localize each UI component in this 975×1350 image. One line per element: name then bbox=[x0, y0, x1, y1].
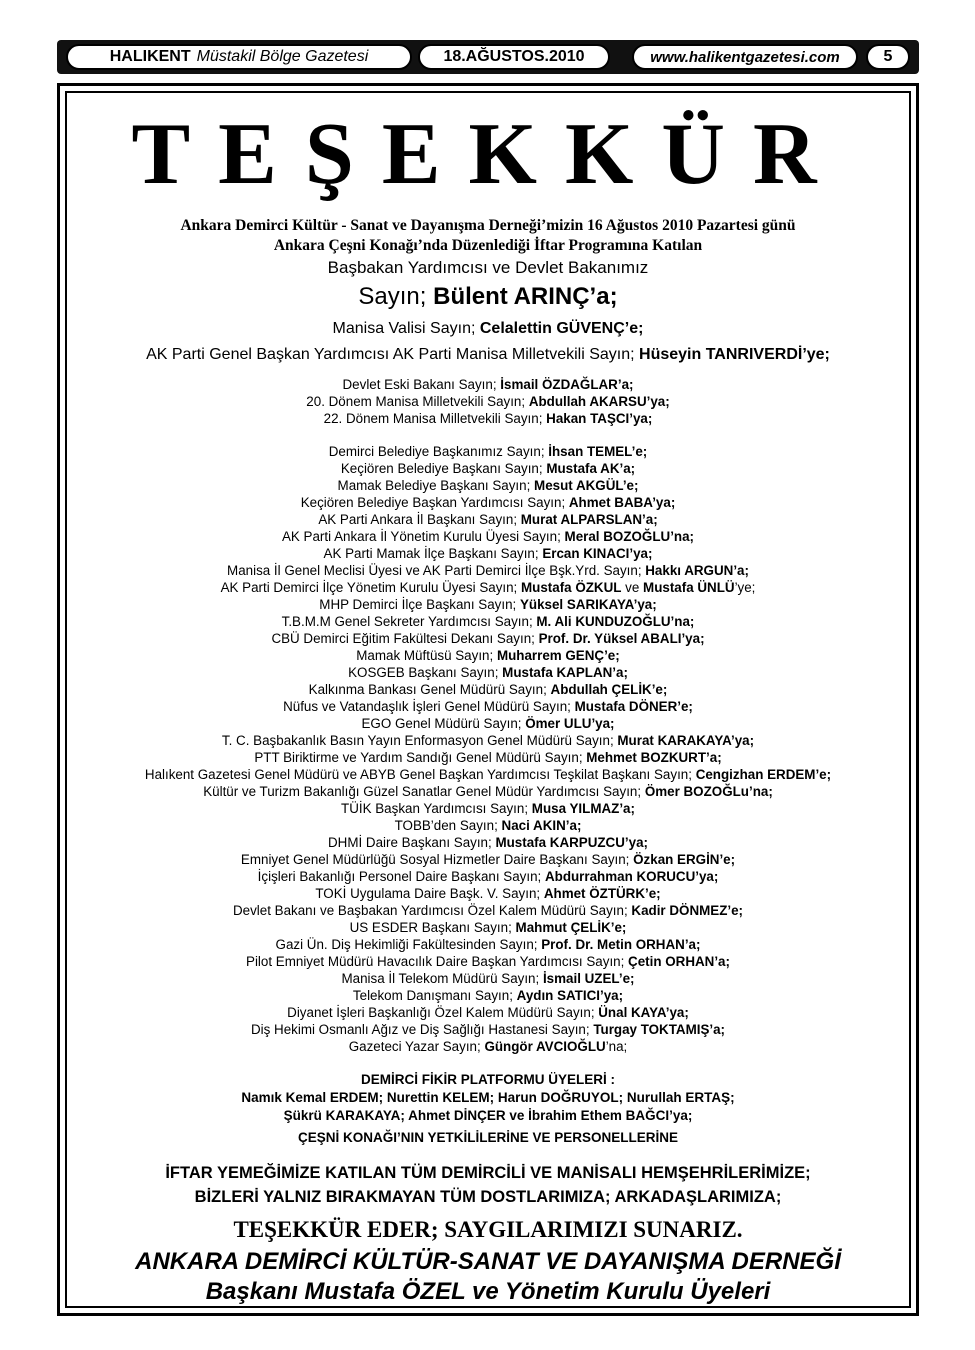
group-one-list bbox=[68, 376, 908, 427]
person-name: M. Ali KUNDUZOĞLU’na; bbox=[536, 614, 695, 629]
thanks-list-item bbox=[68, 868, 908, 885]
person-title: EGO Genel Müdürü Sayın; bbox=[361, 716, 526, 731]
thanks-list-item bbox=[68, 477, 908, 494]
person-name: Mustafa AK’a; bbox=[546, 461, 636, 476]
minister-prefix: Sayın; bbox=[358, 283, 434, 310]
person-name: Muharrem GENÇ’e; bbox=[496, 648, 620, 663]
thanks-line: TEŞEKKÜR EDER; SAYGILARIMIZI SUNARIZ. bbox=[233, 1217, 743, 1242]
person-title: CBÜ Demirci Eğitim Fakültesi Dekanı Sayın; bbox=[271, 631, 539, 646]
thanks-list-item bbox=[68, 817, 908, 834]
person-title: ’na; bbox=[605, 1039, 628, 1054]
person-name: Murat ALPARSLAN’a; bbox=[520, 512, 658, 527]
thanks-list-item bbox=[68, 732, 908, 749]
thanks-list-item bbox=[68, 528, 908, 545]
person-name: Murat KARAKAYA’ya; bbox=[617, 733, 755, 748]
minister-name: Bülent ARINÇ’a; bbox=[433, 283, 618, 310]
thanks-list-item bbox=[68, 1004, 908, 1021]
person-title: Devlet Bakanı ve Başbakan Yardımcısı Özel Kalem Müdürü Sayın; bbox=[232, 903, 632, 918]
person-title: 22. Dönem Manisa Milletvekili Sayın; bbox=[323, 411, 547, 426]
intro-line: Ankara Demirci Kültür - Sanat ve Dayanışma Derneği’mizin 16 Ağustos 2010 Pazartesi günü bbox=[180, 217, 796, 234]
page-title: TEŞEKKÜR bbox=[131, 106, 845, 203]
person-title: Diş Hekimi Osmanlı Ağız ve Diş Sağlığı Hastanesi Sayın; bbox=[250, 1022, 594, 1037]
thanks-list-item bbox=[68, 987, 908, 1004]
person-title: Mamak Belediye Başkanı Sayın; bbox=[337, 478, 535, 493]
person-title: Kültür ve Turizm Bakanlığı Güzel Sanatlar Genel Müdür Yardımcısı Sayın; bbox=[203, 784, 645, 799]
person-name: Mahmut ÇELİK’e; bbox=[515, 920, 627, 935]
thanks-list-item bbox=[68, 545, 908, 562]
person-title: İçişleri Bakanlığı Personel Daire Başkanı Sayın; bbox=[257, 869, 545, 884]
person-name: Hakkı ARGUN’a; bbox=[645, 563, 749, 578]
issue-date: 18.AĞUSTOS.2010 bbox=[418, 44, 610, 70]
person-title: AK Parti Mamak İlçe Başkanı Sayın; bbox=[323, 546, 543, 561]
person-title: KOSGEB Başkanı Sayın; bbox=[348, 665, 503, 680]
person-name: Mustafa KAPLAN’a; bbox=[502, 665, 628, 680]
person-title: T. C. Başbakanlık Basın Yayın Enformasyon Genel Müdürü Sayın; bbox=[221, 733, 618, 748]
person-name: İsmail ÖZDAĞLAR’a; bbox=[500, 377, 634, 392]
thanks-list-item bbox=[68, 494, 908, 511]
person-title: ve bbox=[621, 580, 644, 595]
person-name: Ünal KAYA’ya; bbox=[598, 1005, 689, 1020]
person-title: AK Parti Ankara İl Yönetim Kurulu Üyesi Sayın; bbox=[281, 529, 565, 544]
thanks-list-item bbox=[68, 1038, 908, 1055]
thanks-list-item bbox=[68, 936, 908, 953]
announcement-body bbox=[68, 216, 908, 1307]
person-name: İhsan TEMEL’e; bbox=[548, 444, 648, 459]
person-name: Hakan TAŞCI’ya; bbox=[546, 411, 653, 426]
signature-line: ANKARA DEMİRCİ KÜLTÜR-SANAT VE DAYANIŞMA DERNEĞİ bbox=[135, 1248, 841, 1275]
person-name: Mehmet BOZKURT’a; bbox=[586, 750, 722, 765]
website[interactable]: www.halikentgazetesi.com bbox=[632, 44, 858, 70]
person-name: Mustafa ÖZKUL bbox=[521, 580, 622, 595]
person-title: TOBB’den Sayın; bbox=[394, 818, 502, 833]
person-name: Ahmet BABA’ya; bbox=[568, 495, 676, 510]
thanks-list-item bbox=[68, 376, 908, 393]
person-name: Kadir DÖNMEZ’e; bbox=[631, 903, 744, 918]
thanks-list-item bbox=[68, 783, 908, 800]
person-title: Kalkınma Bankası Genel Müdürü Sayın; bbox=[308, 682, 551, 697]
platform-heading: DEMİRCİ FİKİR PLATFORMU ÜYELERİ : bbox=[361, 1072, 615, 1087]
person-name: Musa YILMAZ’a; bbox=[531, 801, 635, 816]
person-title: Diyanet İşleri Başkanlığı Özel Kalem Müdürü Sayın; bbox=[287, 1005, 599, 1020]
thanks-list-item bbox=[68, 630, 908, 647]
thanks-list-item bbox=[68, 410, 908, 427]
person-title: Demirci Belediye Başkanımız Sayın; bbox=[328, 444, 549, 459]
person-title: Devlet Eski Bakanı Sayın; bbox=[342, 377, 501, 392]
deputy-prefix: AK Parti Genel Başkan Yardımcısı AK Parti Manisa Milletvekili Sayın; bbox=[146, 346, 640, 363]
person-title: Mamak Müftüsü Sayın; bbox=[356, 648, 497, 663]
person-name: Özkan ERGİN’e; bbox=[633, 852, 736, 867]
person-title: US ESDER Başkanı Sayın; bbox=[349, 920, 516, 935]
closing-line: İFTAR YEMEĞİMİZE KATILAN TÜM DEMİRCİLİ VE MANİSALI HEMŞEHRİLERİMİZE; bbox=[165, 1164, 811, 1182]
thanks-list-item bbox=[68, 443, 908, 460]
newspaper-name-bold: HALIKENT bbox=[109, 48, 191, 65]
thanks-list-item bbox=[68, 393, 908, 410]
person-title: AK Parti Ankara İl Başkanı Sayın; bbox=[318, 512, 521, 527]
thanks-list-item bbox=[68, 851, 908, 868]
thanks-list-item bbox=[68, 715, 908, 732]
person-name: Mustafa ÜNLÜ bbox=[643, 580, 735, 595]
deputy-name: Hüseyin TANRIVERDİ’ye; bbox=[639, 346, 830, 363]
person-name: Yüksel SARIKAYA’ya; bbox=[519, 597, 657, 612]
governor-prefix: Manisa Valisi Sayın; bbox=[332, 320, 480, 337]
person-title: Keçiören Belediye Başkanı Sayın; bbox=[340, 461, 547, 476]
person-name: Prof. Dr. Yüksel ABALI’ya; bbox=[538, 631, 705, 646]
person-name: Ömer ULU’ya; bbox=[525, 716, 615, 731]
person-title: Gazi Ün. Diş Hekimliği Fakültesinden Sayın; bbox=[275, 937, 542, 952]
thanks-list-item bbox=[68, 664, 908, 681]
person-name: Meral BOZOĞLU’na; bbox=[564, 529, 695, 544]
minister-line bbox=[68, 280, 908, 314]
person-name: Turgay TOKTAMIŞ’a; bbox=[593, 1022, 726, 1037]
thanks-list-item bbox=[68, 460, 908, 477]
person-title: Nüfus ve Vatandaşlık İşleri Genel Müdürü Sayın; bbox=[283, 699, 575, 714]
thanks-list-item bbox=[68, 647, 908, 664]
thanks-list-item bbox=[68, 681, 908, 698]
thanks-list-item bbox=[68, 970, 908, 987]
person-name: Güngör AVCIOĞLU bbox=[484, 1039, 606, 1054]
person-title: Keçiören Belediye Başkan Yardımcısı Sayın; bbox=[300, 495, 569, 510]
person-title: MHP Demirci İlçe Başkanı Sayın; bbox=[319, 597, 520, 612]
thanks-list-item bbox=[68, 885, 908, 902]
person-title: DHMİ Daire Başkanı Sayın; bbox=[328, 835, 496, 850]
platform-members: Namık Kemal ERDEM; Nurettin KELEM; Harun DOĞRUYOL; Nurullah ERTAŞ; bbox=[241, 1090, 735, 1105]
thanks-list-item bbox=[68, 511, 908, 528]
thanks-list-item bbox=[68, 579, 908, 596]
person-title: T.B.M.M Genel Sekreter Yardımcısı Sayın; bbox=[281, 614, 537, 629]
newspaper-name bbox=[66, 44, 412, 70]
person-name: Ercan KINACI’ya; bbox=[542, 546, 653, 561]
group-two-list bbox=[68, 443, 908, 1055]
signature-line: Başkanı Mustafa ÖZEL ve Yönetim Kurulu Üyeleri bbox=[205, 1278, 771, 1305]
person-title: ’ye; bbox=[734, 580, 756, 595]
intro-line: Ankara Çeşni Konağı’nda Düzenlediği İftar Programına Katılan bbox=[273, 237, 703, 254]
thanks-list-item bbox=[68, 834, 908, 851]
person-name: Prof. Dr. Metin ORHAN’a; bbox=[541, 937, 701, 952]
person-title: Gazeteci Yazar Sayın; bbox=[348, 1039, 485, 1054]
thanks-list-item bbox=[68, 698, 908, 715]
thanks-list-item bbox=[68, 749, 908, 766]
minister-role: Başbakan Yardımcısı ve Devlet Bakanımız bbox=[327, 258, 649, 277]
thanks-list-item bbox=[68, 800, 908, 817]
person-title: 20. Dönem Manisa Milletvekili Sayın; bbox=[306, 394, 529, 409]
platform-members: Şükrü KARAKAYA; Ahmet DİNÇER ve İbrahim Ethem BAĞCI’ya; bbox=[283, 1108, 693, 1123]
person-title: TOKİ Uygulama Daire Başk. V. Sayın; bbox=[315, 886, 544, 901]
person-name: Abdullah AKARSU’ya; bbox=[528, 394, 670, 409]
person-name: Cengizhan ERDEM’e; bbox=[695, 767, 832, 782]
person-name: Abdurrahman KORUCU’ya; bbox=[544, 869, 719, 884]
governor-name: Celalettin GÜVENÇ’e; bbox=[479, 320, 644, 337]
person-title: Manisa İl Telekom Müdürü Sayın; bbox=[341, 971, 543, 986]
thanks-list-item bbox=[68, 766, 908, 783]
person-name: Mesut AKGÜL’e; bbox=[534, 478, 639, 493]
person-name: Mustafa DÖNER’e; bbox=[574, 699, 693, 714]
thanks-list-item bbox=[68, 596, 908, 613]
governor-line bbox=[68, 316, 908, 342]
page-number: 5 bbox=[866, 44, 910, 70]
konak-staff-line: ÇEŞNİ KONAĞI’NIN YETKİLİLERİNE VE PERSONELLERİNE bbox=[297, 1130, 679, 1145]
person-title: PTT Biriktirme ve Yardım Sandığı Genel Müdürü Sayın; bbox=[254, 750, 587, 765]
closing-line: BİZLERİ YALNIZ BIRAKMAYAN TÜM DOSTLARIMIZA; ARKADAŞLARIMIZA; bbox=[194, 1188, 782, 1206]
person-title: Manisa İl Genel Meclisi Üyesi ve AK Parti Demirci İlçe Bşk.Yrd. Sayın; bbox=[227, 563, 646, 578]
person-name: Çetin ORHAN’a; bbox=[628, 954, 730, 969]
person-title: Telekom Danışmanı Sayın; bbox=[352, 988, 517, 1003]
person-name: Mustafa KARPUZCU’ya; bbox=[495, 835, 648, 850]
person-name: Abdullah ÇELİK’e; bbox=[550, 682, 668, 697]
thanks-list-item bbox=[68, 613, 908, 630]
thanks-list-item bbox=[68, 953, 908, 970]
newspaper-name-italic: Müstakil Bölge Gazetesi bbox=[196, 48, 369, 65]
thanks-list-item bbox=[68, 919, 908, 936]
person-title: Emniyet Genel Müdürlüğü Sosyal Hizmetler Daire Başkanı Sayın; bbox=[240, 852, 634, 867]
deputy-line bbox=[68, 342, 908, 368]
person-name: Ahmet ÖZTÜRK’e; bbox=[543, 886, 661, 901]
person-title: Pilot Emniyet Müdürü Havacılık Daire Başkan Yardımcısı Sayın; bbox=[246, 954, 629, 969]
person-name: Ömer BOZOĞLu’na; bbox=[644, 784, 773, 799]
person-title: Halıkent Gazetesi Genel Müdürü ve ABYB Genel Başkan Yardımcısı Teşkilat Başkanı Sayın; bbox=[144, 767, 696, 782]
thanks-list-item bbox=[68, 562, 908, 579]
person-name: İsmail UZEL’e; bbox=[542, 971, 635, 986]
person-title: TÜİK Başkan Yardımcısı Sayın; bbox=[341, 801, 532, 816]
thanks-list-item bbox=[68, 1021, 908, 1038]
thanks-list-item bbox=[68, 902, 908, 919]
person-name: Aydın SATICI’ya; bbox=[516, 988, 624, 1003]
person-title: AK Parti Demirci İlçe Yönetim Kurulu Üyesi Sayın; bbox=[220, 580, 522, 595]
person-name: Naci AKIN’a; bbox=[501, 818, 582, 833]
